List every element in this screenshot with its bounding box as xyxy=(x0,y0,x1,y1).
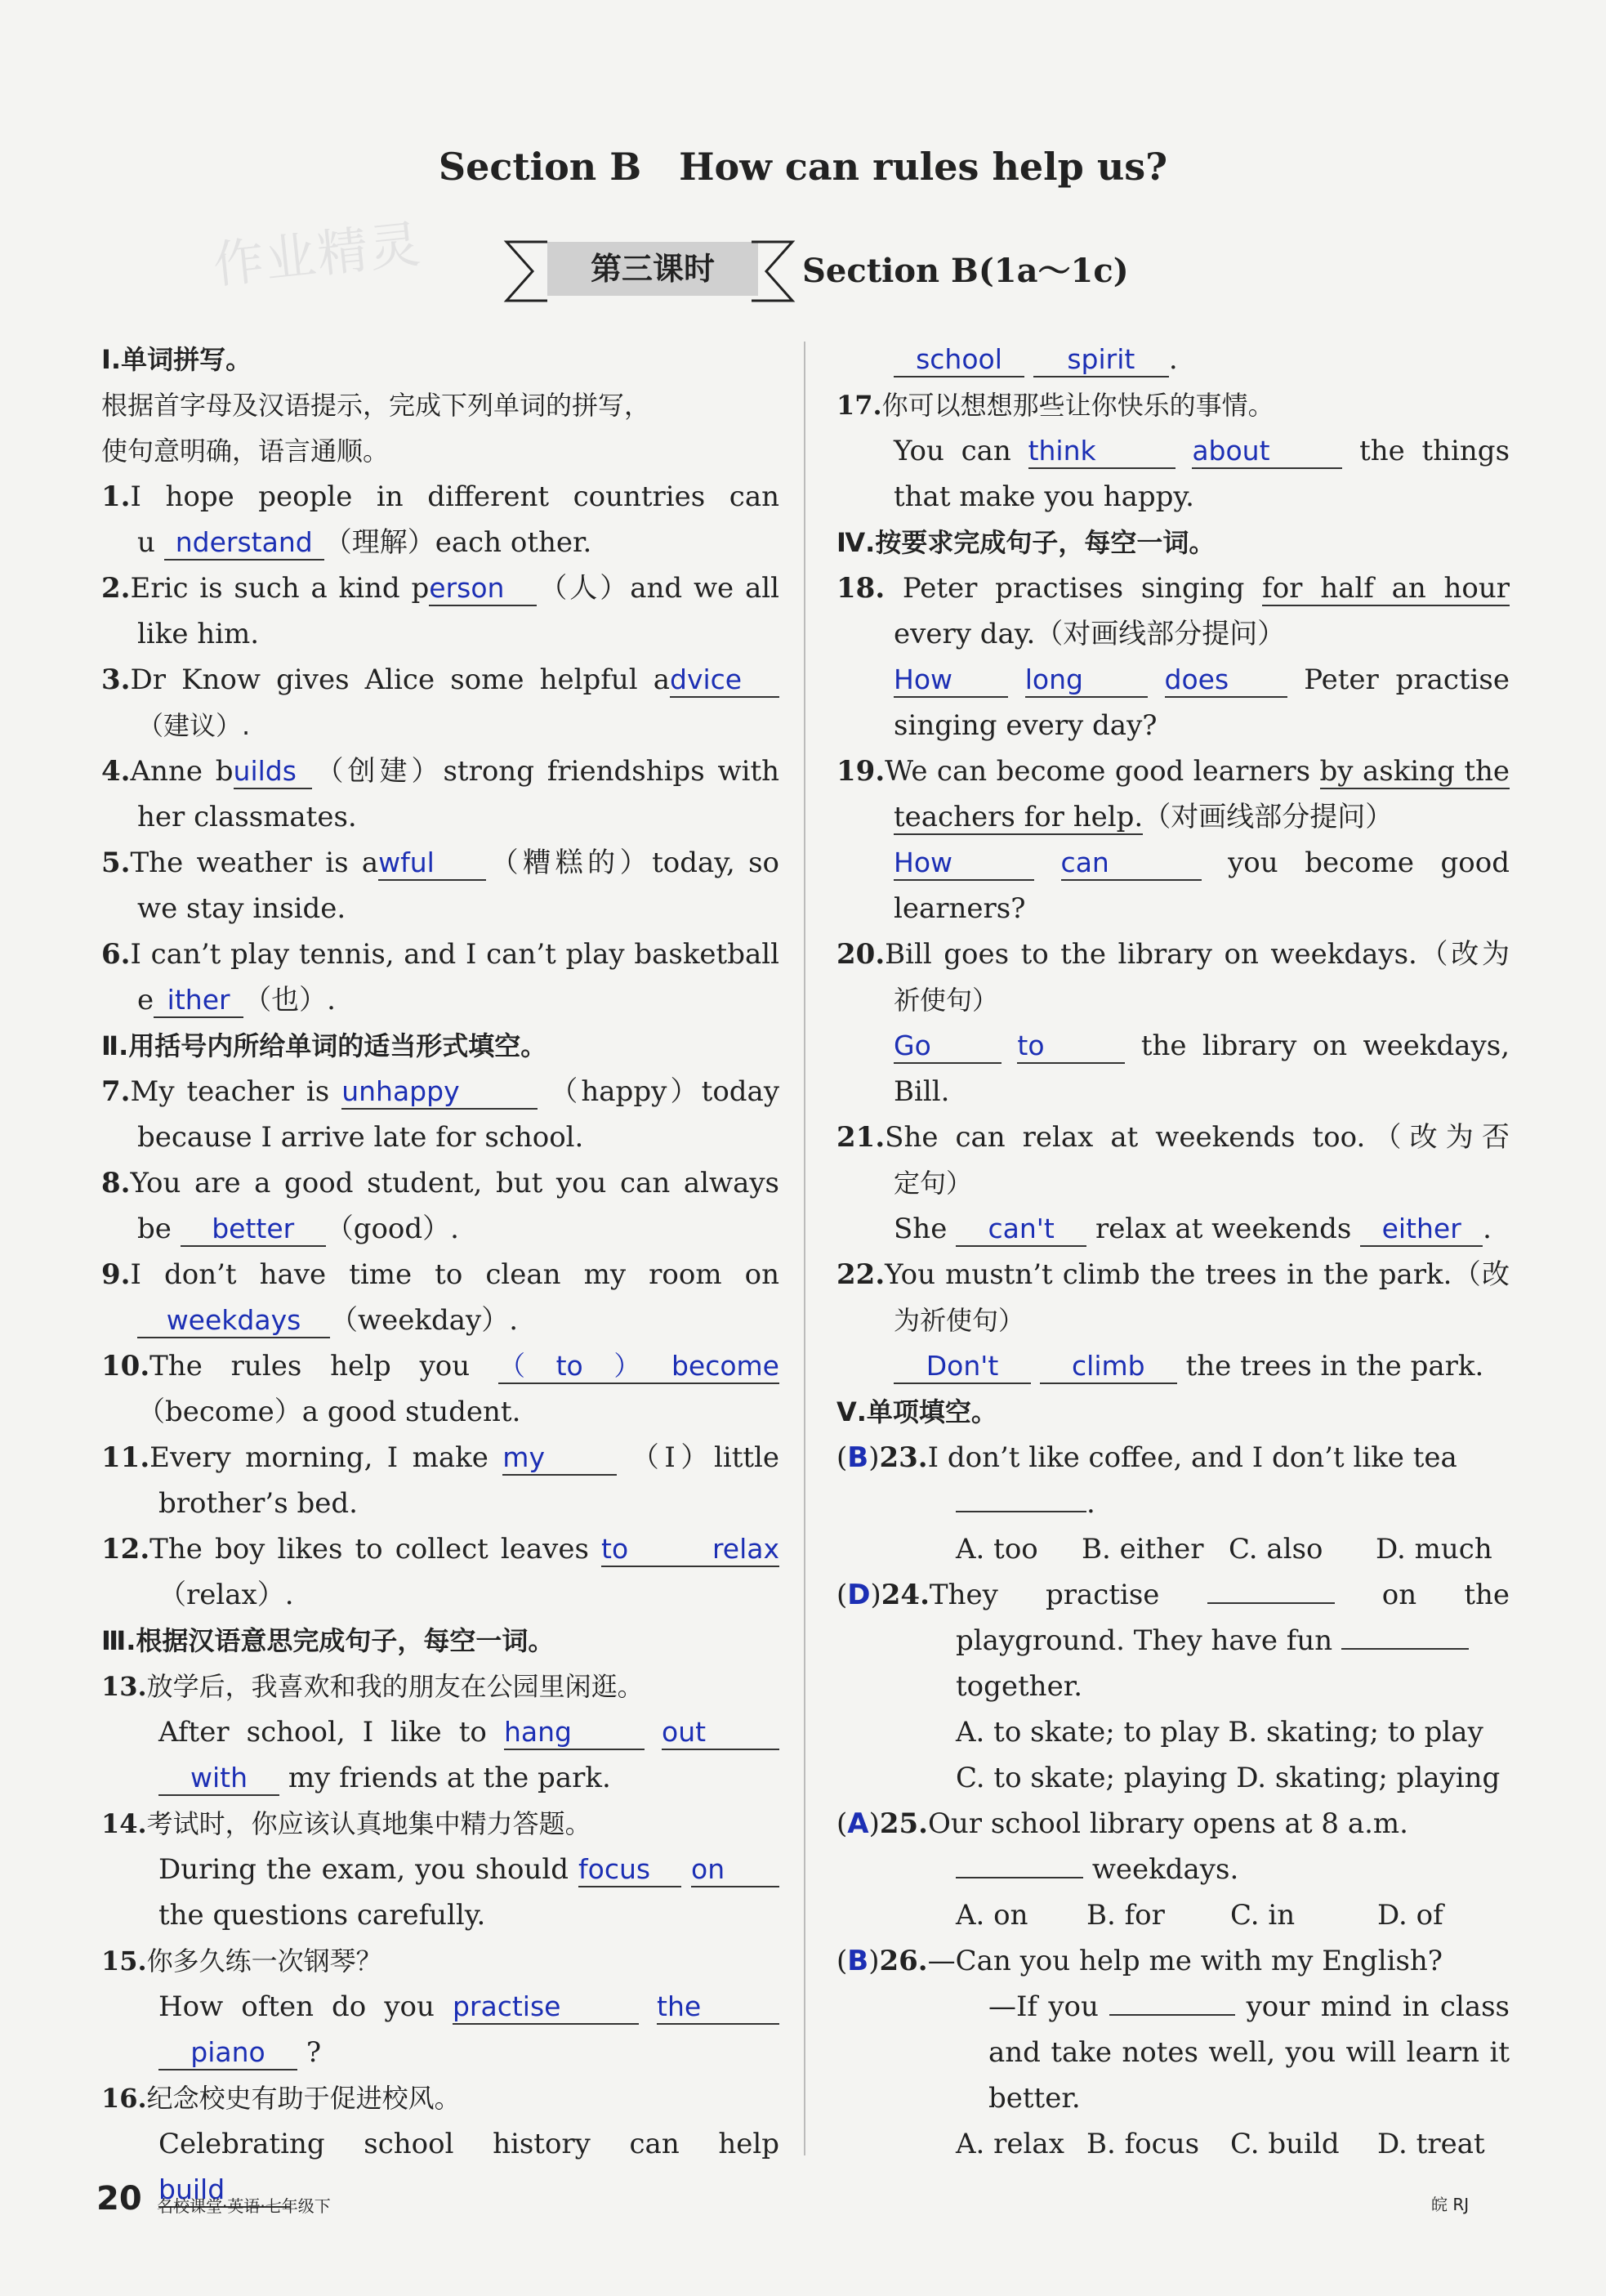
instruction-line: 使句意明确，语言通顺。 xyxy=(101,436,390,467)
answer-blank[interactable]: erson xyxy=(429,572,537,606)
question-16-line3: school spirit . xyxy=(836,337,1510,382)
question-20-line2: 祈使句） xyxy=(894,985,999,1016)
option[interactable]: D. much xyxy=(1376,1533,1492,1566)
question-11-line2: brother’s bed. xyxy=(158,1487,358,1520)
watermark: 作业精灵 xyxy=(210,213,425,296)
question-21-line3: She can't relax at weekends either . xyxy=(894,1213,1492,1245)
answer-blank[interactable]: focus xyxy=(578,1853,681,1887)
question-7-line2: because I arrive late for school. xyxy=(137,1121,584,1154)
choice-answer[interactable]: D xyxy=(847,1579,871,1611)
answer-blank[interactable]: on xyxy=(691,1853,779,1887)
option[interactable]: B. focus xyxy=(1086,2128,1200,2160)
question-17-line3: that make you happy. xyxy=(894,480,1194,513)
answer-blank[interactable]: school xyxy=(894,343,1024,377)
question-15-line3: piano ? xyxy=(101,2030,779,2075)
answer-blank[interactable]: about xyxy=(1192,435,1342,469)
edition-label: 皖 RJ xyxy=(1431,2195,1470,2214)
option[interactable]: A. relax xyxy=(956,2128,1064,2160)
question-19-line2: teachers for help.（对画线部分提问） xyxy=(894,801,1394,833)
answer-blank[interactable]: practise xyxy=(453,1990,639,2025)
empty-blank[interactable] xyxy=(1207,1573,1335,1604)
question-15-line2: How often do you practise the xyxy=(101,1984,779,2030)
question-21-line2: 定句） xyxy=(894,1168,973,1199)
page-number: 20 xyxy=(96,2180,142,2218)
question-18-line4: singing every day? xyxy=(894,709,1158,742)
question-13-line3: with my friends at the park. xyxy=(101,1755,779,1801)
answer-blank[interactable]: weekdays xyxy=(137,1304,330,1338)
answer-blank[interactable]: the xyxy=(657,1990,779,2025)
option[interactable]: C. in xyxy=(1230,1899,1296,1932)
underlined-phrase: by asking the xyxy=(1319,755,1510,788)
question-12: 12.The boy likes to collect leaves to relax xyxy=(101,1533,780,1566)
option[interactable]: C. also xyxy=(1229,1533,1323,1566)
question-21: 21.She can relax at weekends too.（改为否 xyxy=(836,1121,1510,1154)
question-25-options xyxy=(836,1892,1510,1938)
option[interactable]: D. of xyxy=(1377,1899,1443,1932)
choice-answer[interactable]: A xyxy=(847,1807,869,1840)
answer-blank[interactable]: can xyxy=(1061,846,1202,881)
question-25: (A)25.Our school library opens at 8 a.m. xyxy=(836,1807,1408,1840)
answer-blank[interactable]: Go xyxy=(894,1030,1002,1064)
answer-blank[interactable]: does xyxy=(1165,663,1287,698)
answer-blank[interactable]: piano xyxy=(158,2036,297,2070)
answer-blank[interactable]: nderstand xyxy=(164,526,324,561)
question-22-line2: 为祈使句） xyxy=(894,1305,1025,1336)
question-6-line2: e ither （也）. xyxy=(137,984,336,1016)
empty-blank[interactable] xyxy=(1109,1985,1235,2016)
question-10-line2: （become）a good student. xyxy=(137,1396,521,1428)
lesson-range: Section B(1a～1c) xyxy=(802,252,1129,290)
question-15: 15.你多久练一次钢琴？ xyxy=(101,1945,382,1977)
answer-blank[interactable]: with xyxy=(158,1762,279,1796)
answer-blank[interactable]: How xyxy=(894,846,1034,881)
lesson-tag: 第三课时 xyxy=(547,242,758,296)
question-14-line3: the questions carefully. xyxy=(158,1899,486,1932)
option[interactable]: B. either xyxy=(1082,1533,1204,1566)
answer-blank[interactable]: long xyxy=(1025,663,1148,698)
question-13-line2: After school, I like to hang out xyxy=(101,1709,779,1755)
question-13: 13.放学后，我喜欢和我的朋友在公园里闲逛。 xyxy=(101,1671,644,1702)
question-3: 3.Dr Know gives Alice some helpful advice xyxy=(101,657,779,703)
question-5-line2: we stay inside. xyxy=(137,892,346,925)
question-24: (D)24.They practise on the xyxy=(836,1572,1510,1618)
answer-blank[interactable]: build xyxy=(158,2173,291,2208)
underlined-phrase: for half an hour xyxy=(1262,572,1510,605)
question-12-line2: （relax）. xyxy=(158,1579,294,1611)
question-10: 10.The rules help you （to）become xyxy=(101,1350,779,1383)
question-16: 16.纪念校史有助于促进校风。 xyxy=(101,2083,461,2114)
instruction-line: 根据首字母及汉语提示，完成下列单词的拼写， xyxy=(101,390,651,421)
empty-blank[interactable] xyxy=(956,1847,1083,1878)
question-23-options xyxy=(836,1526,1510,1572)
left-column xyxy=(101,337,779,2213)
question-14: 14.考试时，你应该认真地集中精力答题。 xyxy=(101,1808,591,1839)
question-26-line4: better. xyxy=(988,2082,1081,2115)
question-19-line4: learners? xyxy=(894,892,1026,925)
answer-blank[interactable]: Don't xyxy=(894,1350,1031,1384)
question-2: 2.Eric is such a kind person （人）and we all xyxy=(101,572,779,605)
question-20-line4: Bill. xyxy=(894,1075,950,1108)
question-26-line3: and take notes well, you will learn it xyxy=(988,2036,1510,2069)
question-17: 17.你可以想想那些让你快乐的事情。 xyxy=(836,390,1274,421)
question-19-line3: How can you become good xyxy=(894,846,1510,879)
choice-answer[interactable]: B xyxy=(847,1945,869,1977)
section-5-heading: Ⅴ.单项填空。 xyxy=(836,1396,997,1427)
question-17-line2: You can think about the things xyxy=(894,435,1510,467)
option[interactable]: A. too xyxy=(956,1533,1038,1566)
question-24-line2: playground. They have fun xyxy=(836,1618,1510,1664)
underlined-phrase: teachers for help. xyxy=(894,801,1144,833)
answer-blank[interactable]: better xyxy=(181,1213,326,1247)
left-bracket-decoration xyxy=(500,240,549,302)
question-24-line3: together. xyxy=(956,1670,1083,1703)
question-22: 22.You mustn’t climb the trees in the park.（改 xyxy=(836,1258,1510,1291)
question-1: 1.I hope people in different countries can xyxy=(101,480,779,513)
question-26-options xyxy=(836,2121,1510,2167)
question-24-option-line1[interactable]: A. to skate; to play B. skating; to play xyxy=(956,1716,1483,1749)
answer-blank[interactable]: either xyxy=(1360,1213,1483,1247)
question-22-line3: Don't climb the trees in the park. xyxy=(836,1343,1510,1389)
question-8-line2: be better （good）. xyxy=(137,1213,459,1245)
question-20: 20.Bill goes to the library on weekdays.（改为 xyxy=(836,938,1510,971)
choice-answer[interactable]: B xyxy=(847,1441,869,1474)
answer-blank[interactable]: my xyxy=(502,1441,617,1476)
option[interactable]: A. on xyxy=(956,1899,1028,1932)
answer-blank[interactable]: uilds xyxy=(234,755,312,789)
option[interactable]: D. treat xyxy=(1377,2128,1485,2160)
question-19: 19.We can become good learners by asking the xyxy=(836,755,1510,788)
question-20-line3: Go to the library on weekdays, xyxy=(894,1030,1510,1062)
question-24-option-line2[interactable]: C. to skate; playing D. skating; playing xyxy=(956,1762,1501,1794)
answer-blank[interactable]: think xyxy=(1028,435,1176,469)
answer-blank[interactable]: ither xyxy=(154,984,243,1018)
answer-blank[interactable]: can't xyxy=(956,1213,1086,1247)
question-9-line2: weekdays （weekday）. xyxy=(101,1298,779,1343)
question-25-line2: weekdays. xyxy=(836,1847,1510,1892)
question-1-line2: u nderstand （理解）each other. xyxy=(137,526,592,559)
question-26: (B)26.—Can you help me with my English? xyxy=(836,1945,1443,1977)
option[interactable]: B. for xyxy=(1086,1899,1165,1932)
section-1-heading: Ⅰ.单词拼写。 xyxy=(101,344,252,375)
book-title: 名校课堂·英语·七年级下 xyxy=(157,2196,331,2216)
question-7: 7.My teacher is unhappy （happy）today xyxy=(101,1075,780,1108)
answer-blank[interactable]: to xyxy=(1017,1030,1125,1064)
question-3-line2: （建议）. xyxy=(137,710,251,741)
right-bracket-decoration xyxy=(750,240,799,302)
empty-blank[interactable] xyxy=(956,1481,1086,1512)
empty-blank[interactable] xyxy=(1341,1619,1469,1650)
question-18-line2: every day.（对画线部分提问） xyxy=(894,618,1286,650)
answer-blank[interactable]: to relax xyxy=(601,1533,779,1567)
answer-blank[interactable]: （to）become xyxy=(498,1350,779,1384)
question-14-line2: During the exam, you should focus on xyxy=(101,1847,779,1892)
question-4: 4.Anne builds （创建）strong friendships with xyxy=(101,755,779,788)
page-title: Section B How can rules help us? xyxy=(438,145,1168,189)
question-26-line2: —If you your mind in class xyxy=(836,1984,1510,2030)
question-18: 18. Peter practises singing for half an hour xyxy=(836,572,1510,605)
column-divider xyxy=(804,342,805,2155)
section-2-heading: Ⅱ.用括号内所给单词的适当形式填空。 xyxy=(101,1030,547,1061)
question-23: (B)23.I don’t like coffee, and I don’t like tea xyxy=(836,1441,1457,1474)
question-4-line2: her classmates. xyxy=(137,801,357,833)
answer-blank[interactable]: dvice xyxy=(670,663,779,698)
question-8: 8.You are a good student, but you can always xyxy=(101,1167,779,1199)
question-18-line3: How long does Peter practise xyxy=(894,663,1510,696)
question-2-line2: like him. xyxy=(137,618,260,650)
question-11: 11.Every morning, I make my （I）little xyxy=(101,1441,780,1474)
answer-blank[interactable]: unhappy xyxy=(341,1075,538,1110)
answer-blank[interactable]: spirit xyxy=(1033,343,1169,377)
right-column xyxy=(836,337,1510,2167)
answer-blank[interactable]: How xyxy=(894,663,1008,698)
answer-blank[interactable]: climb xyxy=(1040,1350,1177,1384)
question-16-line2: Celebrating school history can help build xyxy=(101,2121,779,2213)
answer-blank[interactable]: out xyxy=(662,1716,779,1750)
question-23-line2: . xyxy=(836,1481,1510,1526)
question-5: 5.The weather is awful （糟糕的）today, so xyxy=(101,846,780,879)
section-4-heading: Ⅳ.按要求完成句子，每空一词。 xyxy=(836,527,1216,558)
option[interactable]: C. build xyxy=(1230,2128,1340,2160)
section-3-heading: Ⅲ.根据汉语意思完成句子，每空一词。 xyxy=(101,1625,555,1656)
question-9: 9.I don’t have time to clean my room on xyxy=(101,1258,779,1291)
answer-blank[interactable]: hang xyxy=(504,1716,645,1750)
question-6: 6.I can’t play tennis, and I can’t play basketball xyxy=(101,938,779,971)
answer-blank[interactable]: wful xyxy=(378,846,486,881)
